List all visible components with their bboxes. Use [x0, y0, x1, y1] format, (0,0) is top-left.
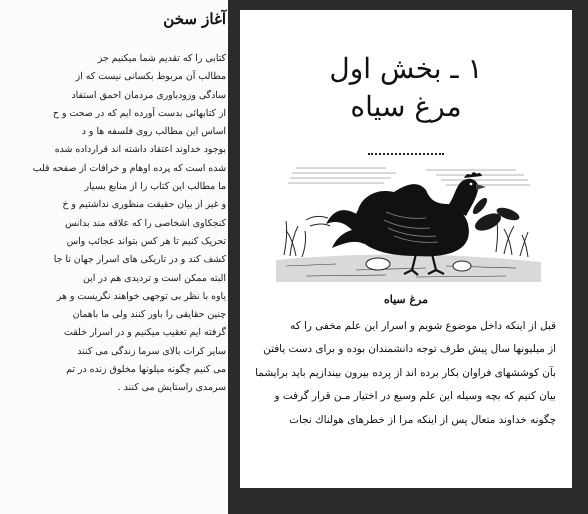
text-line: یاوه با نظر بی توجهی خواهند نگریست و هر: [56, 290, 226, 302]
chapter-number-line: ۱ ـ بخش اول: [329, 52, 483, 85]
text-line: مطالب آن مربوط بکسانی نیست که از: [75, 71, 226, 83]
text-line: بوجود خداوند اعتقاد داشته اند قرارداده شده: [54, 144, 226, 156]
text-line: تحریک کنیم تا هر کس بتواند عجائب واس: [66, 235, 226, 247]
text-line: گرفته ایم تعقیب میکنیم و در اسرار خلقت: [64, 327, 226, 339]
text-line: از کتابهائی بدست آورده ایم که در صحت و ح: [52, 107, 226, 119]
title-divider: [368, 153, 444, 157]
left-page: [0, 0, 228, 514]
text-line: ما مطالب این کتاب را از منابع بسیار: [84, 181, 226, 193]
text-line: بیان کنیم که بچه وسیله این علم وسیع در اختیار مـن قرار گرفت و: [274, 390, 556, 403]
illustration-caption: مرغ سیاه: [383, 293, 428, 306]
text-line: چنین حقایقی را باور کنند ولی ما باهمان: [72, 309, 226, 321]
text-line: از میلیونها سال پیش طرف توجه دانشمندان بوده و برای دست یافتن: [263, 343, 556, 356]
right-page: [240, 10, 572, 488]
text-line: شده است که پرده اوهام و خرافات از صفحه قلب: [32, 162, 226, 174]
text-line: کنجکاوی اشخاصی را که علاقه مند بدانس: [64, 217, 226, 229]
text-line: سرمدی راستایش می کنند .: [117, 382, 226, 394]
text-line: قبل از اینکه داخل موضوع شویم و اسرار این علم مخفی را که: [290, 320, 556, 332]
text-line: اساس این مطالب روی فلسفه ها و د: [81, 126, 226, 138]
left-page-text: [0, 50, 226, 398]
left-page-heading: آغاز سخن: [163, 10, 226, 28]
text-line: و غیر از بیان حقیقت منظوری نداشتیم و خ: [62, 199, 226, 211]
text-line: کتابی را که تقدیم شما میکنیم جز: [97, 53, 226, 64]
text-line: بآن کوششهای فراوان بکار برده اند از پرده بیرون بیندازیم باید برایشما: [255, 366, 556, 379]
text-line: سایر کرات بالای سرما زندگی می کنند: [77, 345, 226, 357]
chapter-title: [240, 50, 572, 126]
right-page-text: [240, 315, 556, 432]
text-line: سادگی وزودباوری مردمان احمق استفاد: [71, 89, 226, 101]
text-line: می کنیم چگونه میلونها مخلوق زنده در تم: [66, 364, 226, 376]
text-line: البته ممکن است و تردیدی هم در این: [82, 272, 226, 284]
black-hen-illustration: [266, 160, 548, 285]
chapter-name-line: مرغ سیاه: [350, 90, 462, 123]
text-line: کشف کند و در تاریکی های اسرار جهان تا جا: [53, 254, 226, 266]
text-line: چگونه خداوند متعال پس از اینکه مرا از خطرهای هولناك نجات: [289, 413, 556, 426]
